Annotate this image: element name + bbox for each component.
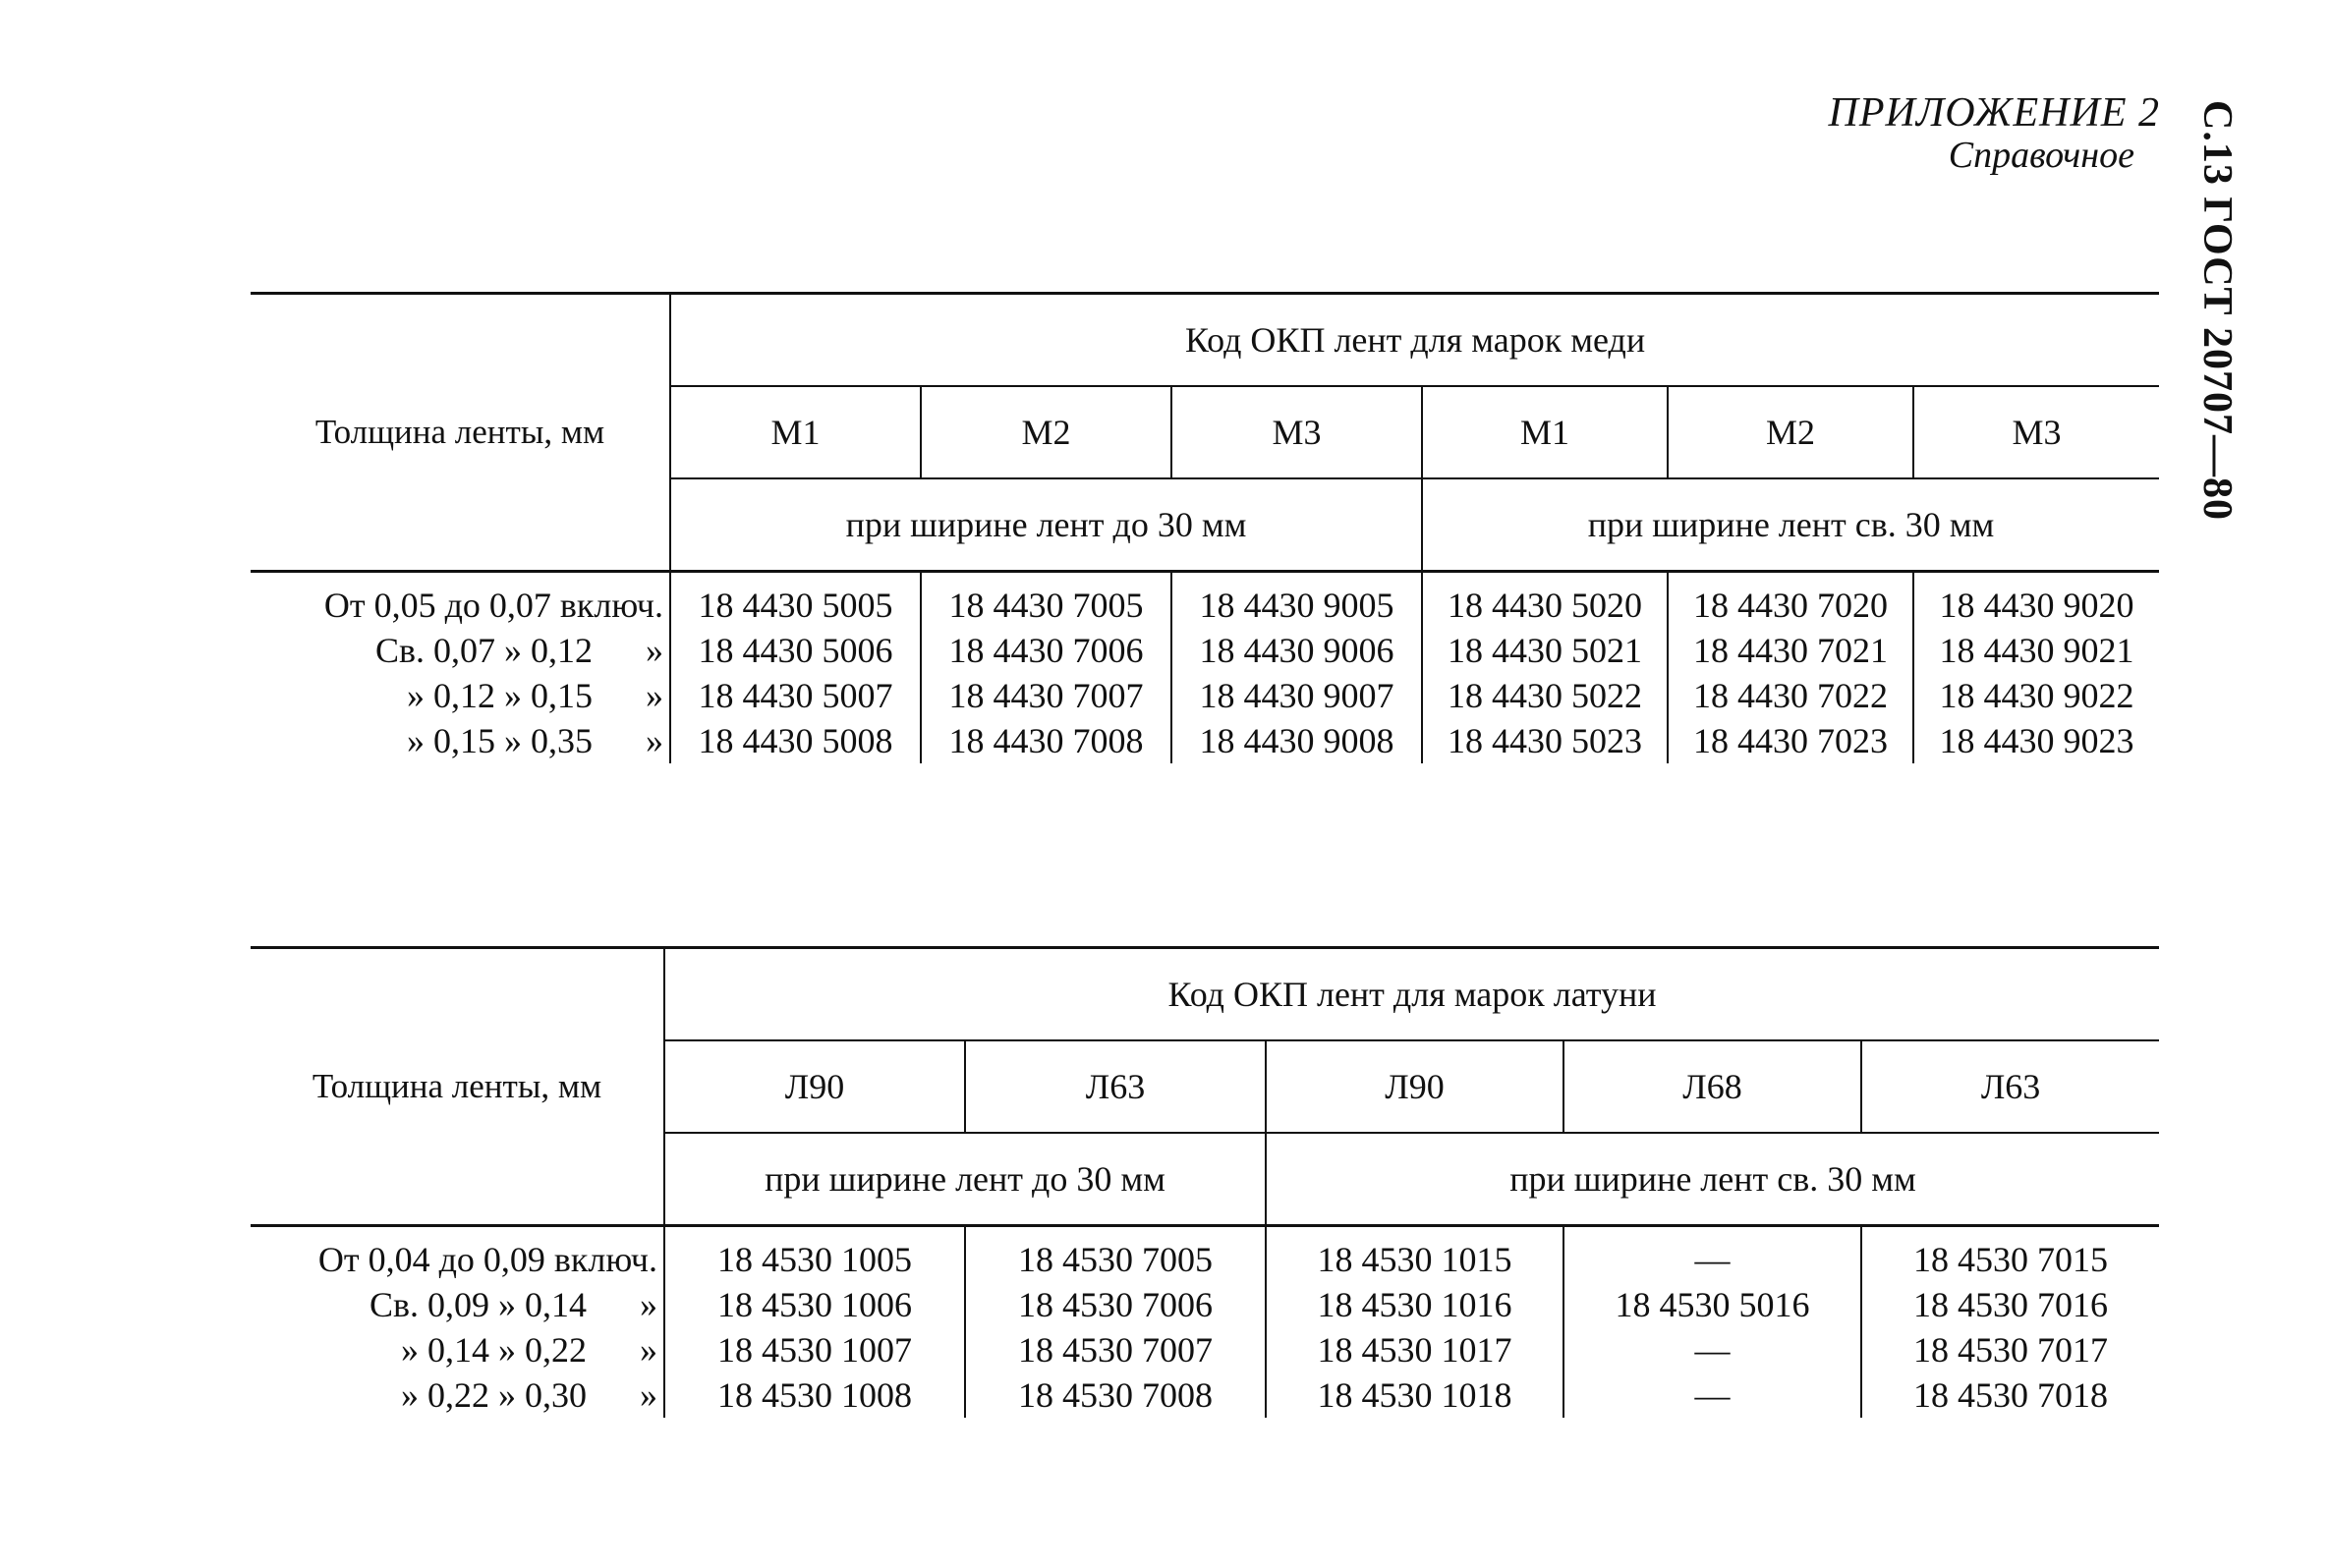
- thickness-header: Толщина ленты, мм: [251, 294, 670, 572]
- appendix-heading: [1829, 90, 2160, 177]
- code-cell: 18 4530 1008: [664, 1372, 965, 1418]
- grade-header: Л63: [965, 1040, 1266, 1133]
- code-cell: 18 4530 7015: [1861, 1226, 2159, 1283]
- code-cell: 18 4430 5020: [1422, 572, 1668, 629]
- code-cell: 18 4430 7023: [1668, 718, 1913, 763]
- grade-header: М3: [1171, 386, 1422, 478]
- grade-header: М1: [1422, 386, 1668, 478]
- code-cell: 18 4430 7006: [921, 628, 1171, 673]
- grade-header: М2: [1668, 386, 1913, 478]
- thickness-cell: » 0,22 » 0,30 »: [401, 1375, 657, 1415]
- code-cell: 18 4530 5016: [1563, 1282, 1861, 1327]
- code-cell: 18 4430 7007: [921, 673, 1171, 718]
- code-cell: 18 4430 9007: [1171, 673, 1422, 718]
- code-cell: 18 4430 5006: [670, 628, 921, 673]
- code-cell: 18 4430 9022: [1913, 673, 2159, 718]
- code-cell: 18 4430 7021: [1668, 628, 1913, 673]
- thickness-cell: » 0,12 » 0,15 »: [407, 676, 663, 715]
- code-cell: 18 4530 7017: [1861, 1327, 2159, 1372]
- grade-header: М1: [670, 386, 921, 478]
- code-cell: 18 4430 5008: [670, 718, 921, 763]
- code-cell: 18 4430 5005: [670, 572, 921, 629]
- code-cell: 18 4430 5023: [1422, 718, 1668, 763]
- code-cell: 18 4530 1005: [664, 1226, 965, 1283]
- code-cell: 18 4430 5007: [670, 673, 921, 718]
- code-cell: 18 4530 7016: [1861, 1282, 2159, 1327]
- code-cell: —: [1563, 1327, 1861, 1372]
- code-cell: 18 4430 9023: [1913, 718, 2159, 763]
- grade-header: Л90: [1266, 1040, 1563, 1133]
- thickness-cell: От 0,05 до 0,07 включ.: [323, 586, 663, 625]
- code-cell: 18 4430 7008: [921, 718, 1171, 763]
- width-group-header: при ширине лент св. 30 мм: [1266, 1133, 2159, 1226]
- code-cell: —: [1563, 1372, 1861, 1418]
- code-cell: 18 4530 1018: [1266, 1372, 1563, 1418]
- thickness-header: Толщина ленты, мм: [251, 948, 664, 1226]
- copper-okp-table: [251, 292, 2159, 763]
- code-cell: 18 4530 7008: [965, 1372, 1266, 1418]
- code-cell: 18 4430 5021: [1422, 628, 1668, 673]
- code-cell: 18 4530 7006: [965, 1282, 1266, 1327]
- thickness-cell: Св. 0,09 » 0,14 »: [369, 1285, 657, 1324]
- grade-header: Л68: [1563, 1040, 1861, 1133]
- code-cell: —: [1563, 1226, 1861, 1283]
- code-cell: 18 4530 1017: [1266, 1327, 1563, 1372]
- code-cell: 18 4430 9006: [1171, 628, 1422, 673]
- thickness-cell: Св. 0,07 » 0,12 »: [374, 631, 663, 670]
- code-cell: 18 4530 1015: [1266, 1226, 1563, 1283]
- appendix-title: ПРИЛОЖЕНИЕ 2: [1828, 90, 2160, 136]
- code-cell: 18 4430 7020: [1668, 572, 1913, 629]
- appendix-subtitle: Справочное: [1948, 135, 2134, 177]
- code-cell: 18 4430 9008: [1171, 718, 1422, 763]
- code-cell: 18 4430 9020: [1913, 572, 2159, 629]
- code-cell: 18 4530 7018: [1861, 1372, 2159, 1418]
- code-cell: 18 4430 9005: [1171, 572, 1422, 629]
- code-cell: 18 4530 7007: [965, 1327, 1266, 1372]
- copper-group-header: Код ОКП лент для марок меди: [670, 294, 2159, 387]
- page-standard-label: С.13 ГОСТ 20707—80: [2194, 100, 2240, 522]
- grade-header: М2: [921, 386, 1171, 478]
- code-cell: 18 4430 7022: [1668, 673, 1913, 718]
- code-cell: 18 4430 5022: [1422, 673, 1668, 718]
- width-group-header: при ширине лент до 30 мм: [664, 1133, 1266, 1226]
- code-cell: 18 4530 1006: [664, 1282, 965, 1327]
- grade-header: Л63: [1861, 1040, 2159, 1133]
- thickness-cell: » 0,15 » 0,35 »: [407, 721, 663, 760]
- brass-okp-table: [251, 946, 2159, 1418]
- code-cell: 18 4430 9021: [1913, 628, 2159, 673]
- grade-header: М3: [1913, 386, 2159, 478]
- width-group-header: при ширине лент до 30 мм: [670, 478, 1422, 572]
- brass-group-header: Код ОКП лент для марок латуни: [664, 948, 2159, 1041]
- code-cell: 18 4530 7005: [965, 1226, 1266, 1283]
- thickness-cell: От 0,04 до 0,09 включ.: [317, 1240, 657, 1279]
- code-cell: 18 4530 1016: [1266, 1282, 1563, 1327]
- width-group-header: при ширине лент св. 30 мм: [1422, 478, 2159, 572]
- thickness-cell: » 0,14 » 0,22 »: [401, 1330, 657, 1370]
- grade-header: Л90: [664, 1040, 965, 1133]
- code-cell: 18 4430 7005: [921, 572, 1171, 629]
- code-cell: 18 4530 1007: [664, 1327, 965, 1372]
